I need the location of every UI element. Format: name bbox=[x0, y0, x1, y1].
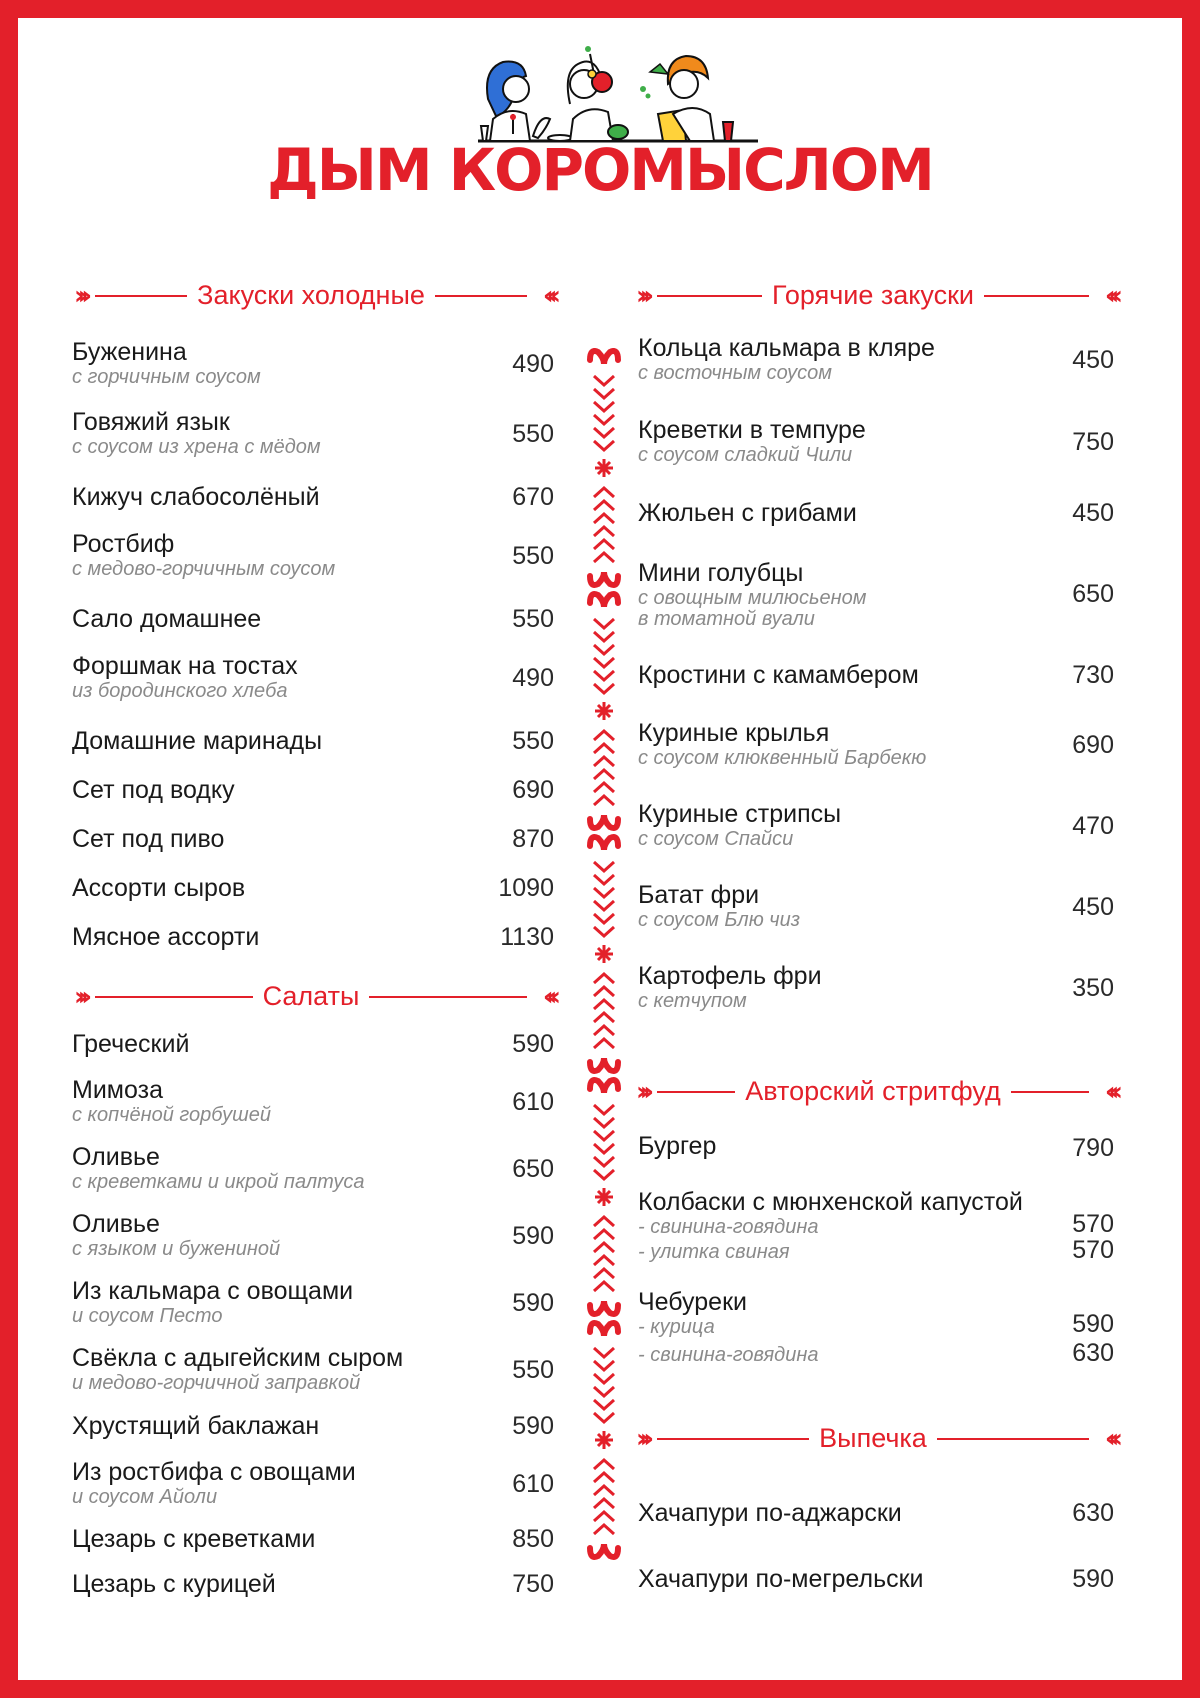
menu-price: 590 bbox=[1072, 1310, 1114, 1338]
menu-price: 590 bbox=[512, 1412, 554, 1440]
menu-item: Кижуч слабосолёный bbox=[72, 483, 320, 511]
heading-cold-text: Закуски холодные bbox=[197, 280, 425, 310]
menu-item: Мини голубцы с овощным милюсьеном в томатной вуали bbox=[638, 559, 867, 630]
menu-price: 790 bbox=[1072, 1134, 1114, 1162]
menu-price: 610 bbox=[512, 1088, 554, 1116]
menu-item: Домашние маринады bbox=[72, 727, 323, 755]
menu-price: 590 bbox=[512, 1289, 554, 1317]
menu-item: Из ростбифа с овощами и соусом Айоли bbox=[72, 1458, 356, 1508]
heading-salads-text: Салаты bbox=[262, 981, 360, 1011]
menu-price: 630 bbox=[1072, 1339, 1114, 1367]
menu-price: 730 bbox=[1072, 661, 1114, 689]
menu-price: 470 bbox=[1072, 812, 1114, 840]
menu-price: 690 bbox=[1072, 731, 1114, 759]
menu-item: Цезарь с креветками bbox=[72, 1525, 316, 1553]
menu-price: 750 bbox=[1072, 428, 1114, 456]
menu-item: Сало домашнее bbox=[72, 605, 262, 633]
menu-page bbox=[18, 18, 1182, 1680]
menu-item: Мясное ассорти bbox=[72, 923, 260, 951]
menu-item: Куриные крылья с соусом клюквенный Барбекю bbox=[638, 719, 927, 769]
menu-item: Оливье с креветками и икрой палтуса bbox=[72, 1143, 365, 1193]
menu-price: 550 bbox=[512, 420, 554, 448]
menu-price: 870 bbox=[512, 825, 554, 853]
menu-price: 630 bbox=[1072, 1499, 1114, 1527]
menu-item: Свёкла с адыгейским сыром и медово-горчичной заправкой bbox=[72, 1344, 404, 1394]
menu-item: Ассорти сыров bbox=[72, 874, 246, 902]
menu-item: Куриные стрипсы с соусом Спайси bbox=[638, 800, 842, 850]
menu-item: Буженина с горчичным соусом bbox=[72, 338, 261, 388]
heading-bakery-text: Выпечка bbox=[819, 1423, 927, 1453]
menu-price: 590 bbox=[512, 1030, 554, 1058]
menu-item: Хрустящий баклажан bbox=[72, 1412, 320, 1440]
ornament-divider bbox=[584, 348, 624, 1598]
menu-price: 490 bbox=[512, 350, 554, 378]
heading-cold: ››› Закуски холодные ‹‹‹ bbox=[74, 280, 555, 311]
heading-street-text: Авторский стритфуд bbox=[745, 1076, 1001, 1106]
menu-item: Хачапури по-мегрельски bbox=[638, 1565, 924, 1593]
heading-bakery: ››› Выпечка ‹‹‹ bbox=[636, 1423, 1116, 1454]
menu-item: Жюльен с грибами bbox=[638, 499, 857, 527]
menu-item: Бургер bbox=[638, 1132, 717, 1160]
menu-price: 450 bbox=[1072, 893, 1114, 921]
menu-item: Мимоза с копчёной горбушей bbox=[72, 1076, 271, 1126]
menu-item: Из кальмара с овощами и соусом Песто bbox=[72, 1277, 354, 1327]
menu-item: Креветки в темпуре с соусом сладкий Чили bbox=[638, 416, 866, 466]
menu-item: Картофель фри с кетчупом bbox=[638, 962, 822, 1012]
heading-hot-text: Горячие закуски bbox=[772, 280, 974, 310]
menu-price: 750 bbox=[512, 1570, 554, 1598]
menu-price: 550 bbox=[512, 605, 554, 633]
menu-item: Греческий bbox=[72, 1030, 190, 1058]
menu-price: 590 bbox=[512, 1222, 554, 1250]
menu-price: 610 bbox=[512, 1470, 554, 1498]
menu-price: 570 bbox=[1072, 1236, 1114, 1264]
menu-price: 450 bbox=[1072, 346, 1114, 374]
menu-price: 1130 bbox=[500, 923, 554, 951]
heading-hot: ››› Горячие закуски ‹‹‹ bbox=[636, 280, 1116, 311]
menu-item: Кольца кальмара в кляре с восточным соусом bbox=[638, 334, 935, 384]
menu-item: Цезарь с курицей bbox=[72, 1570, 276, 1598]
diners-illustration bbox=[478, 44, 758, 144]
menu-item: Сет под пиво bbox=[72, 825, 225, 853]
menu-item: Оливье с языком и бужениной bbox=[72, 1210, 281, 1260]
menu-item: Хачапури по-аджарски bbox=[638, 1499, 902, 1527]
heading-street: ››› Авторский стритфуд ‹‹‹ bbox=[636, 1076, 1116, 1107]
menu-price: 650 bbox=[512, 1155, 554, 1183]
menu-price: 490 bbox=[512, 664, 554, 692]
menu-price: 690 bbox=[512, 776, 554, 804]
menu-item: Чебуреки - курица - свинина-говядина bbox=[638, 1288, 819, 1366]
menu-item: Батат фри с соусом Блю чиз bbox=[638, 881, 801, 931]
menu-price: 670 bbox=[512, 483, 554, 511]
menu-item: Ростбиф с медово-горчичным соусом bbox=[72, 530, 336, 580]
menu-item: Сет под водку bbox=[72, 776, 235, 804]
menu-item: Говяжий язык с соусом из хрена с мёдом bbox=[72, 408, 321, 458]
menu-price: 1090 bbox=[498, 874, 554, 902]
menu-item: Колбаски с мюнхенской капустой - свинина-говядина - улитка свиная bbox=[638, 1188, 1023, 1263]
restaurant-title: ДЫМ КОРОМЫСЛОМ bbox=[267, 136, 933, 204]
menu-item: Форшмак на тостах из бородинского хлеба bbox=[72, 652, 298, 702]
menu-price: 570 bbox=[1072, 1210, 1114, 1238]
menu-price: 350 bbox=[1072, 974, 1114, 1002]
menu-price: 850 bbox=[512, 1525, 554, 1553]
menu-price: 550 bbox=[512, 542, 554, 570]
menu-item: Кростини с камамбером bbox=[638, 661, 919, 689]
heading-salads: ››› Салаты ‹‹‹ bbox=[74, 981, 554, 1012]
menu-price: 550 bbox=[512, 1356, 554, 1384]
menu-price: 550 bbox=[512, 727, 554, 755]
menu-price: 650 bbox=[1072, 580, 1114, 608]
menu-price: 450 bbox=[1072, 499, 1114, 527]
menu-price: 590 bbox=[1072, 1565, 1114, 1593]
